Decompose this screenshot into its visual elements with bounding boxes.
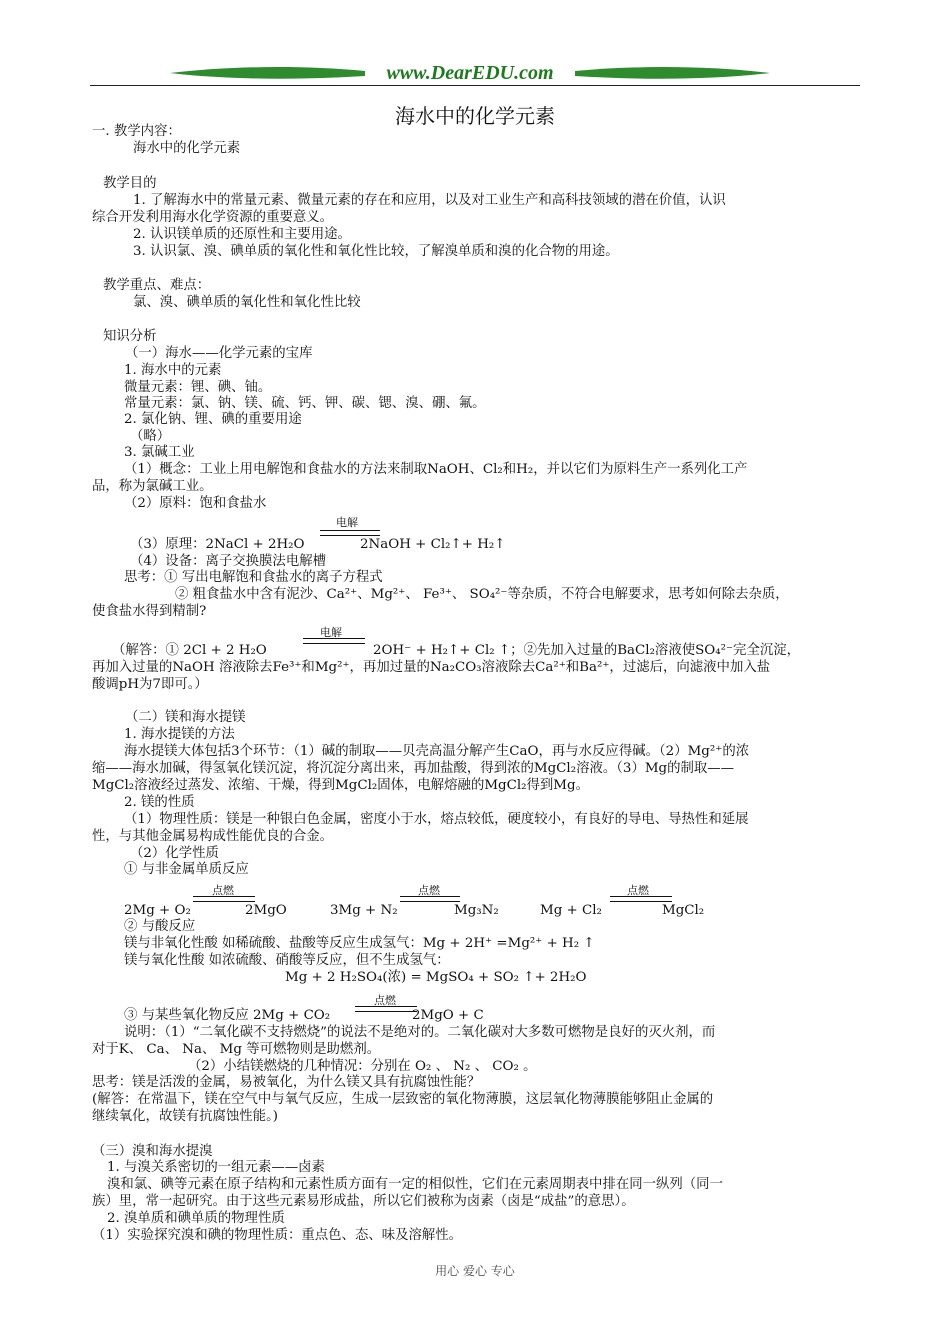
condition-label: 点燃 (418, 884, 440, 897)
header-rule (90, 85, 860, 86)
reaction-arrow (193, 896, 255, 902)
condition-label: 电解 (320, 626, 342, 639)
header-logo (170, 60, 770, 86)
reaction-arrow (400, 896, 460, 902)
reaction-arrow (303, 638, 365, 644)
condition-label: 电解 (336, 516, 358, 529)
condition-label: 点燃 (212, 884, 234, 897)
page-footer: 用心 爱心 专心 (435, 1264, 515, 1278)
logo-text: www.DearEDU.com (386, 62, 554, 84)
reaction-arrow (355, 1006, 417, 1012)
reaction-arrow (610, 896, 672, 902)
reaction-arrow (320, 530, 380, 536)
condition-label: 点燃 (374, 994, 396, 1007)
condition-label: 点燃 (627, 884, 649, 897)
page-title: 海水中的化学元素 (395, 104, 555, 128)
